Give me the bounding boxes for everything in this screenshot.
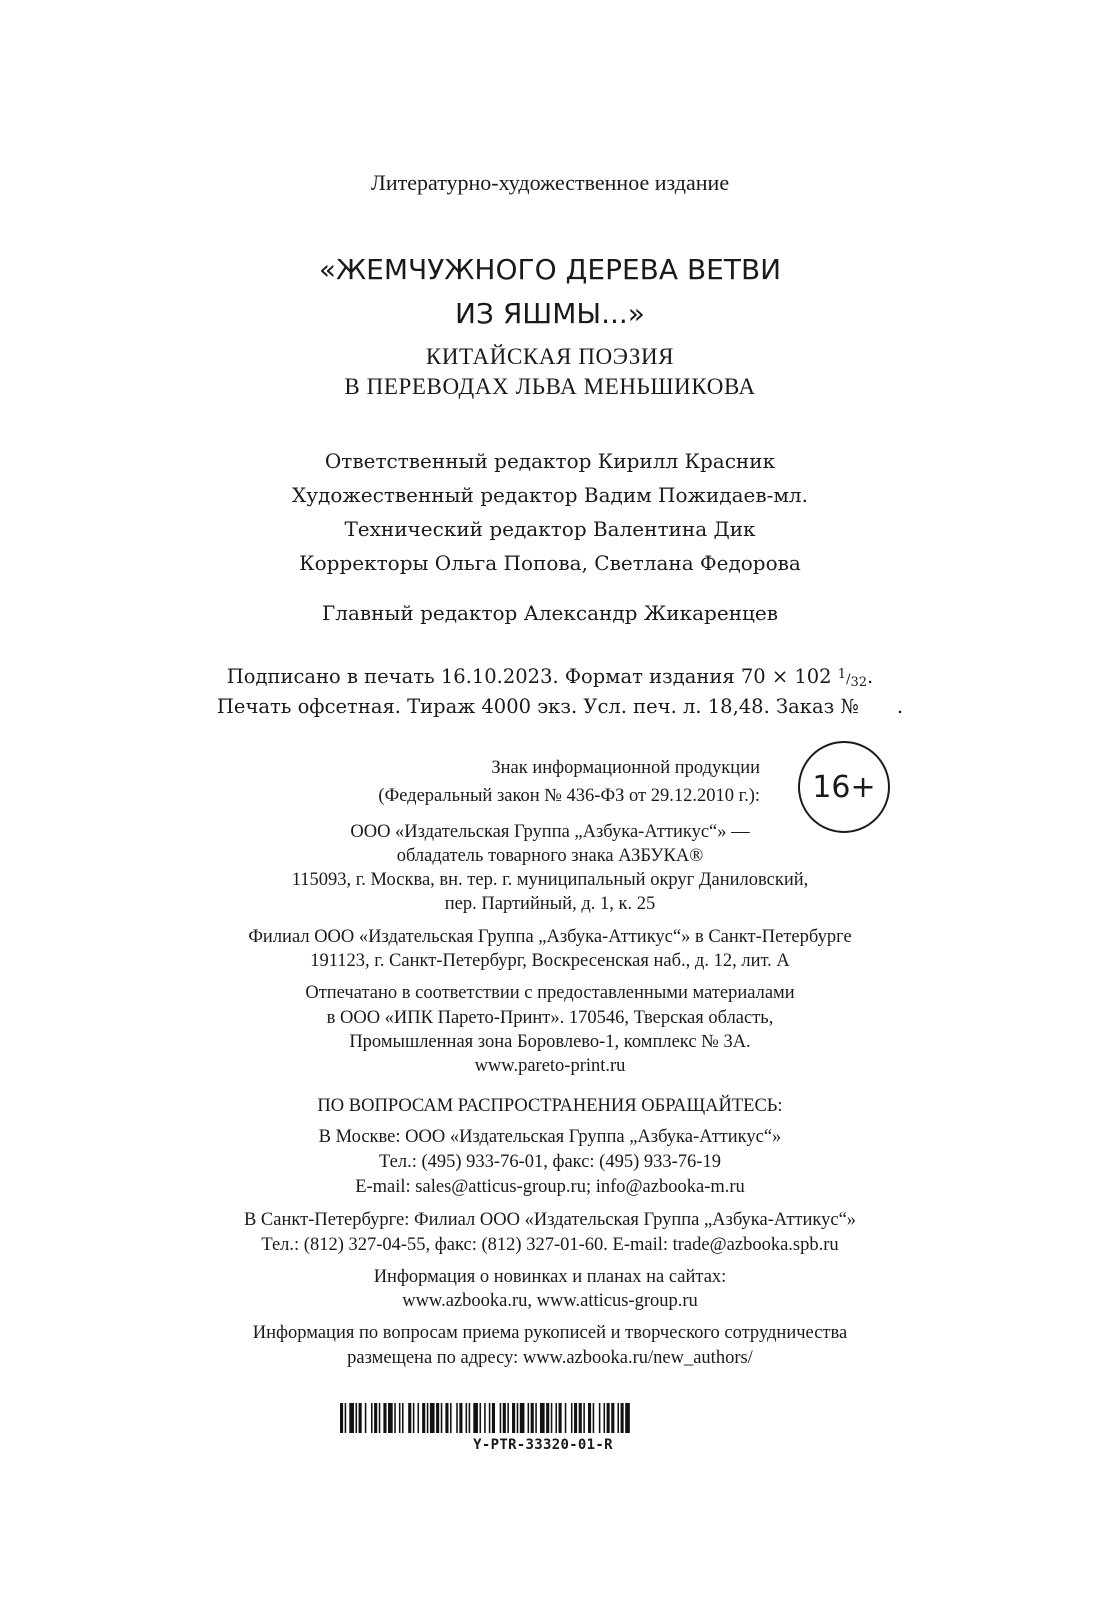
format-denominator: 32	[850, 675, 868, 690]
publisher-line-1: ООО «Издательская Группа „Азбука-Аттикус“» —	[350, 822, 750, 842]
order-period: .	[896, 695, 904, 718]
barcode-bar	[473, 1403, 478, 1433]
barcode-bar	[450, 1403, 452, 1433]
barcode-bar	[480, 1403, 482, 1433]
barcode-bar	[489, 1403, 491, 1433]
barcode-bar	[418, 1403, 420, 1433]
barcode-bar	[503, 1403, 506, 1433]
barcode-bar	[379, 1403, 381, 1433]
barcode-bar	[604, 1403, 606, 1433]
barcode-bar	[399, 1403, 401, 1433]
responsible-editor: Ответственный редактор Кирилл Красник	[324, 449, 776, 473]
barcode-bar	[466, 1403, 468, 1433]
moscow-contact-line-3: E-mail: sales@atticus-group.ru; info@azbooka-m.ru	[355, 1177, 745, 1197]
age-rating-badge	[798, 741, 890, 833]
barcode-bar	[559, 1403, 562, 1433]
barcode-bar	[546, 1403, 549, 1433]
barcode-bar	[583, 1403, 585, 1433]
barcode-bar	[555, 1403, 557, 1433]
spb-contact-line-1: В Санкт-Петербурге: Филиал ООО «Издательская Группа „Азбука-Аттикус“»	[243, 1210, 857, 1230]
barcode-bar	[571, 1403, 573, 1433]
barcode-bar	[500, 1403, 502, 1433]
barcode-bar	[565, 1403, 567, 1433]
barcode-bar	[441, 1403, 443, 1433]
age-rating-label	[260, 754, 760, 810]
book-title-line-2: ИЗ ЯШМЫ...»	[455, 297, 645, 330]
barcode-bar	[388, 1403, 393, 1433]
barcode-bar	[394, 1403, 396, 1433]
book-title	[0, 248, 1100, 336]
art-editor: Художественный редактор Вадим Пожидаев-мл.	[292, 483, 808, 507]
book-subtitle-line-1: КИТАЙСКАЯ ПОЭЗИЯ	[425, 344, 675, 369]
print-signed-format: Подписано в печать 16.10.2023. Формат издания 70 × 102	[226, 665, 832, 688]
format-fraction: 1/32	[837, 667, 868, 690]
moscow-contact-line-1: В Москве: ООО «Издательская Группа „Азбука-Аттикус“»	[318, 1127, 782, 1147]
barcode	[340, 1403, 746, 1433]
barcode-bar	[422, 1403, 425, 1433]
barcode-bar	[459, 1403, 462, 1433]
barcode-bar	[445, 1403, 448, 1433]
barcode-bar	[599, 1403, 601, 1433]
barcode-bar	[551, 1403, 553, 1433]
barcode-bar	[621, 1403, 624, 1433]
distribution-heading: ПО ВОПРОСАМ РАСПРОСТРАНЕНИЯ ОБРАЩАЙТЕСЬ:	[317, 1096, 783, 1116]
publisher-line-4: пер. Партийный, д. 1, к. 25	[444, 894, 656, 914]
barcode-bar	[607, 1403, 610, 1433]
printer-line-2: в ООО «ИПК Парето-Принт». 170546, Тверская область,	[326, 1008, 774, 1028]
branch-line-1: Филиал ООО «Издательская Группа „Азбука-Аттикус“» в Санкт-Петербурге	[248, 927, 852, 947]
barcode-bar	[402, 1403, 404, 1433]
age-rating-label-line-2: (Федеральный закон № 436-ФЗ от 29.12.2010 г.):	[378, 786, 760, 806]
spb-contact-line-2: Тел.: (812) 327-04-55, факс: (812) 327-01-60. E-mail: trade@azbooka.spb.ru	[261, 1235, 839, 1255]
barcode-bar	[456, 1403, 458, 1433]
print-info-line-2	[10, 695, 1100, 718]
barcode-bar	[413, 1403, 415, 1433]
barcode-bar	[507, 1403, 509, 1433]
printer-website: www.pareto-print.ru	[474, 1056, 626, 1076]
printer-line-3: Промышленная зона Боровлево-1, комплекс № 3А.	[349, 1032, 751, 1052]
barcode-bar	[588, 1403, 591, 1433]
barcode-bar	[408, 1403, 411, 1433]
barcode-bar	[579, 1403, 582, 1433]
barcode-bar	[383, 1403, 386, 1433]
barcode-bar	[430, 1403, 435, 1433]
barcode-bar	[611, 1403, 614, 1433]
manuscripts-info-line-2: размещена по адресу: www.azbooka.ru/new_authors/	[347, 1348, 753, 1368]
barcode-bar	[540, 1403, 545, 1433]
book-title-line-1: «ЖЕМЧУЖНОГО ДЕРЕВА ВЕТВИ	[318, 253, 782, 286]
chief-editor: Главный редактор Александр Жикаренцев	[322, 601, 778, 625]
barcode-bar	[345, 1403, 347, 1433]
barcode-bar	[371, 1403, 373, 1433]
barcode-bar	[359, 1403, 362, 1433]
news-info-line-1: Информация о новинках и планах на сайтах:	[373, 1267, 727, 1287]
publisher-line-3: 115093, г. Москва, вн. тер. г. муниципальный округ Даниловский,	[291, 870, 809, 890]
barcode-bar	[593, 1403, 595, 1433]
barcode-bar	[520, 1403, 525, 1433]
barcode-bar	[492, 1403, 495, 1433]
barcode-bar	[574, 1403, 577, 1433]
barcode-bar	[528, 1403, 530, 1433]
barcode-bar	[427, 1403, 429, 1433]
barcode-bar	[531, 1403, 534, 1433]
age-rating-label-line-1: Знак информационной продукции	[491, 758, 760, 778]
barcode-bar	[340, 1403, 343, 1433]
format-numerator: 1	[837, 667, 847, 682]
barcode-bar	[625, 1403, 630, 1433]
printer-line-1: Отпечатано в соответствии с предоставленными материалами	[305, 983, 795, 1003]
barcode-bar	[535, 1403, 537, 1433]
barcode-bar	[512, 1403, 515, 1433]
barcode-bar	[517, 1403, 519, 1433]
print-run-order: Печать офсетная. Тираж 4000 экз. Усл. печ. л. 18,48. Заказ №	[216, 695, 859, 718]
technical-editor: Технический редактор Валентина Дик	[344, 517, 756, 541]
barcode-bar	[484, 1403, 486, 1433]
age-rating-value: 16+	[812, 769, 876, 805]
news-info-line-2: www.azbooka.ru, www.atticus-group.ru	[402, 1291, 698, 1311]
barcode-bar	[365, 1403, 367, 1433]
barcode-bar	[349, 1403, 354, 1433]
manuscripts-info-line-1: Информация по вопросам приема рукописей и творческого сотрудничества	[252, 1323, 848, 1343]
barcode-bar	[617, 1403, 619, 1433]
branch-line-2: 191123, г. Санкт-Петербург, Воскресенская наб., д. 12, лит. А	[310, 951, 790, 971]
book-subtitle	[0, 342, 1100, 402]
barcode-code: Y-PTR-33320-01-R	[473, 1437, 613, 1453]
edition-type: Литературно-художественное издание	[370, 170, 730, 195]
moscow-contact-line-2: Тел.: (495) 933-76-01, факс: (495) 933-76-19	[379, 1152, 721, 1172]
proofreaders: Корректоры Ольга Попова, Светлана Федорова	[299, 551, 801, 575]
format-period: .	[867, 665, 874, 688]
publisher-line-2: обладатель товарного знака АЗБУКА®	[396, 846, 704, 866]
barcode-bar	[356, 1403, 358, 1433]
barcode-bar	[374, 1403, 377, 1433]
barcode-bar	[469, 1403, 471, 1433]
barcode-bar	[436, 1403, 439, 1433]
print-info-line-1	[0, 665, 1100, 690]
book-subtitle-line-2: В ПЕРЕВОДАХ ЛЬВА МЕНЬШИКОВА	[344, 374, 756, 399]
